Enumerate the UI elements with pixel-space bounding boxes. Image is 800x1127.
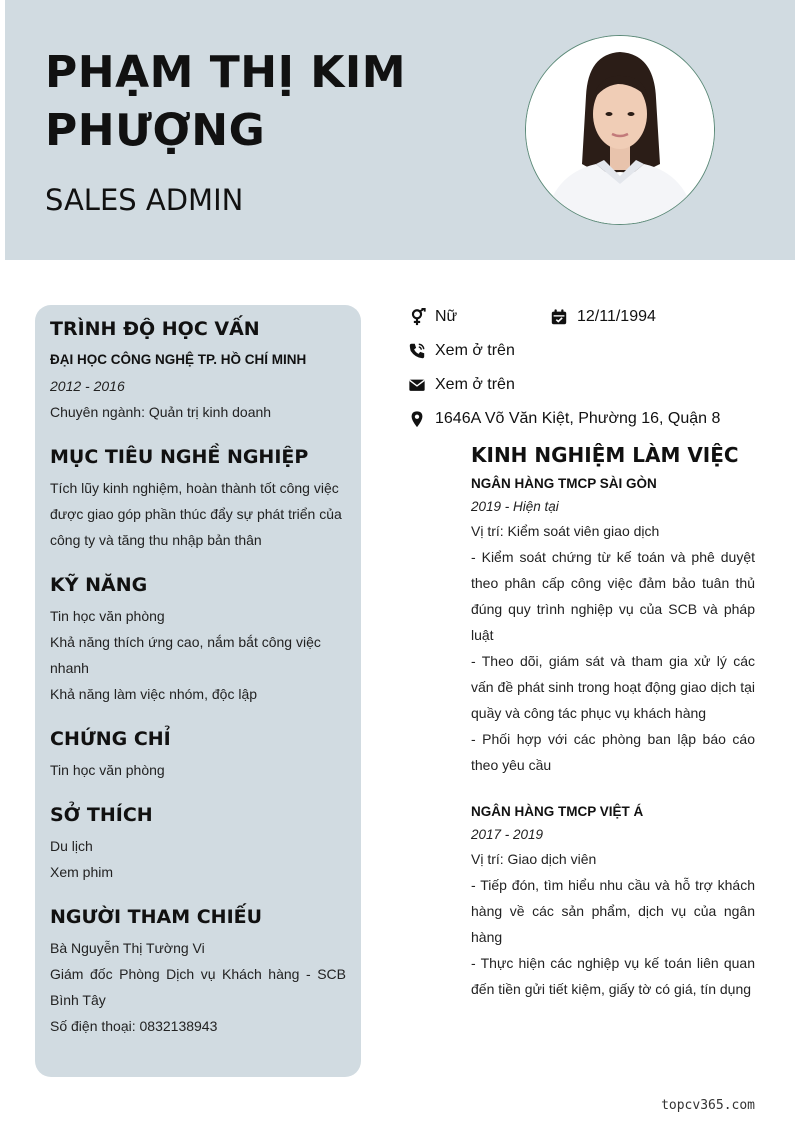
references-title: NGƯỜI THAM CHIẾU [50,906,263,928]
experience-section [471,440,755,1002]
education-school: ĐẠI HỌC CÔNG NGHỆ TP. HỒ CHÍ MINH [50,352,307,367]
job-duty: - Theo dõi, giám sát và tham gia xử lý các vấn đề phát sinh trong hoạt động giao dịch tại quầy và công tác phục vụ khách hàng [471,653,755,721]
portrait-illustration [526,36,714,224]
job-duty: - Thực hiện các nghiệp vụ kế toán liên quan đến tiền gửi tiết kiệm, giấy tờ có giá, tín dụng [471,955,755,997]
skill-item: Khả năng thích ứng cao, nắm bắt công việc nhanh [50,634,321,676]
candidate-name: PHẠM THỊ KIM PHƯỢNG [45,47,407,156]
sidebar-panel [35,305,361,1077]
gender-value: Nữ [435,308,458,325]
job-period: 2017 - 2019 [471,827,544,842]
contact-row-email [408,368,778,402]
birthdate-value: 12/11/1994 [577,308,656,325]
hobby-item: Xem phim [50,864,114,880]
job-period: 2019 - Hiện tại [471,499,559,514]
hobbies-title: SỞ THÍCH [50,804,153,826]
job-duty: - Tiếp đón, tìm hiểu nhu cầu và hỗ trợ khách hàng về các sản phẩm, dịch vụ của ngân hàng [471,877,755,945]
education-title: TRÌNH ĐỘ HỌC VẤN [50,318,260,340]
job-position: Vị trí: Giao dịch viên [471,851,597,867]
reference-phone: Số điện thoại: 0832138943 [50,1018,218,1034]
address-value: 1646A Võ Văn Kiệt, Phường 16, Quận 8 [435,410,721,427]
skill-item: Khả năng làm việc nhóm, độc lập [50,686,258,702]
education-period: 2012 - 2016 [50,378,125,394]
objective-text: Tích lũy kinh nghiệm, hoàn thành tốt công việc được giao góp phần thúc đẩy sự phát triển của công ty và tăng thu nhập bản thân [50,480,342,548]
education-major: Chuyên ngành: Quản trị kinh doanh [50,404,272,420]
objective-title: MỤC TIÊU NGHỀ NGHIỆP [50,446,309,468]
reference-position: Giám đốc Phòng Dịch vụ Khách hàng - SCB Bình Tây [50,966,346,1008]
contact-row-personal [408,300,778,334]
job-duty: - Kiểm soát chứng từ kế toán và phê duyệt theo phân cấp công việc đảm bảo tuân thủ đúng quy trình nghiệp vụ của SCB và pháp luật [471,549,755,643]
header-banner [5,0,795,260]
contact-info [408,300,778,436]
map-pin-icon [408,410,426,428]
job-company: NGÂN HÀNG TMCP VIỆT Á [471,804,644,819]
footer-watermark: topcv365.com [661,1098,755,1113]
hobby-item: Du lịch [50,838,93,854]
job-duty: - Phối hợp với các phòng ban lập báo cáo theo yêu cầu [471,731,755,773]
skills-title: KỸ NĂNG [50,574,148,596]
certificates-title: CHỨNG CHỈ [50,728,171,750]
certificate-item: Tin học văn phòng [50,762,165,778]
calendar-icon [550,308,568,326]
gender-icon [408,308,426,326]
experience-title: KINH NGHIỆM LÀM VIỆC [471,443,739,467]
contact-row-phone [408,334,778,368]
phone-value: Xem ở trên [435,342,515,359]
contact-row-address [408,402,778,436]
job-company: NGÂN HÀNG TMCP SÀI GÒN [471,476,657,491]
job-position: Vị trí: Kiểm soát viên giao dịch [471,523,660,539]
skill-item: Tin học văn phòng [50,608,165,624]
envelope-icon [408,376,426,394]
phone-icon [408,342,426,360]
profile-photo [525,35,715,225]
reference-name: Bà Nguyễn Thị Tường Vi [50,940,205,956]
job-title: SALES ADMIN [45,183,244,217]
email-value: Xem ở trên [435,376,515,393]
